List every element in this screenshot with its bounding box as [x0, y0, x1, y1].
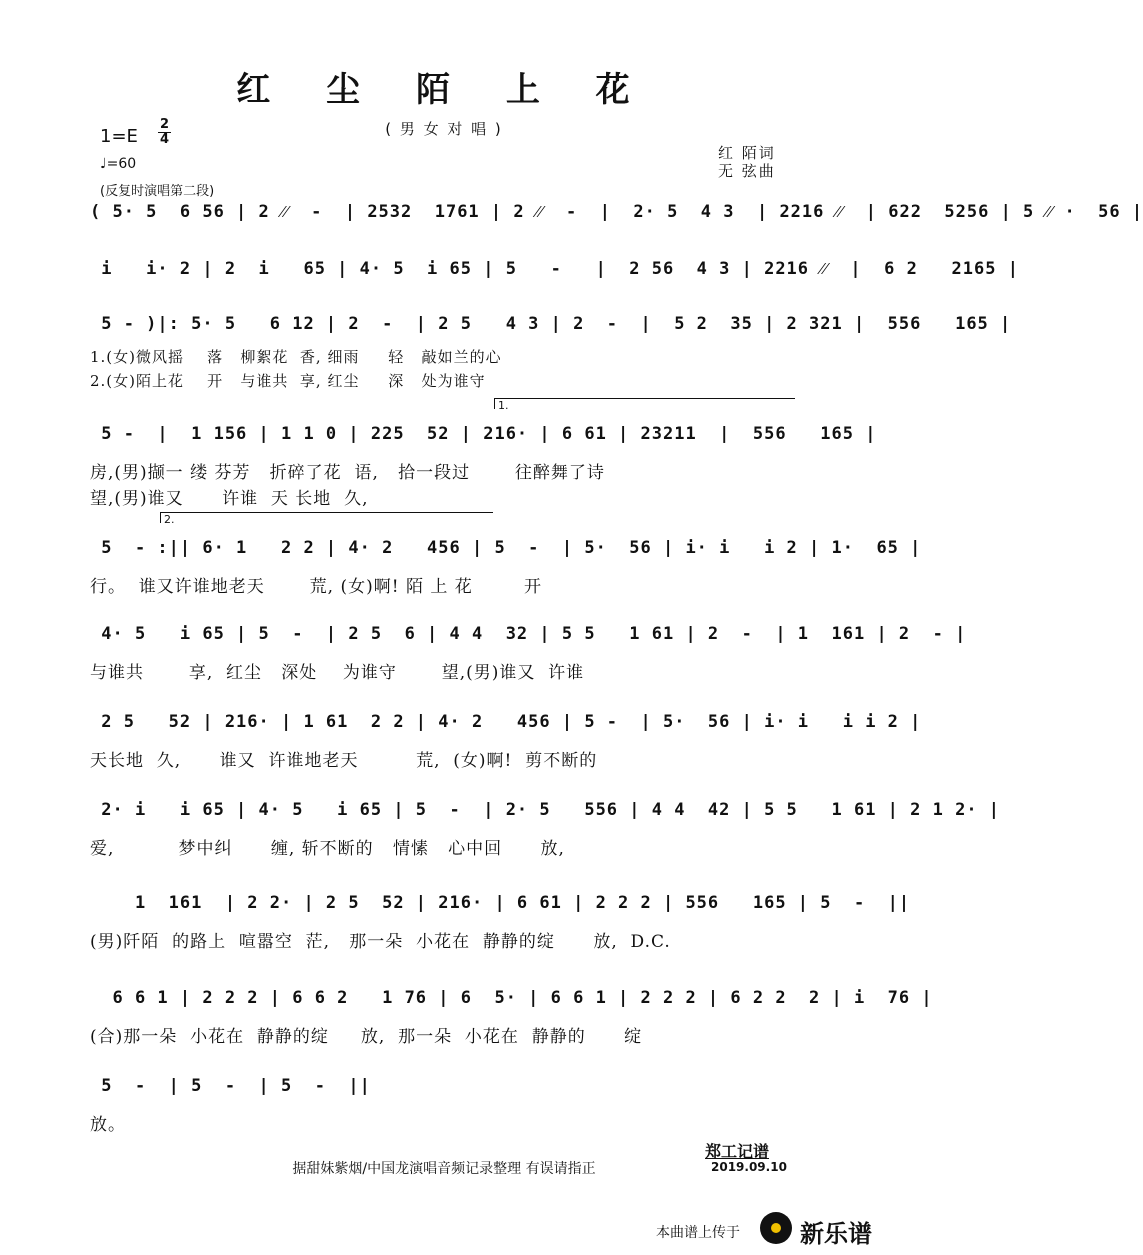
- key-signature: 1=E: [100, 126, 138, 147]
- volta-second-bracket: [160, 512, 493, 523]
- score-line-5: 5 - :|| 6· 1 2 2 | 4· 2 456 | 5 - | 5· 56 | i· i i 2 | 1· 65 |: [90, 538, 922, 558]
- volta-second-label: 2.: [164, 513, 175, 526]
- lyric-line-9: (男)阡陌 的路上 喧嚣空 茫, 那一朵 小花在 静静的绽 放, D.C.: [90, 932, 671, 952]
- upload-note: 本曲谱上传于: [656, 1225, 740, 1241]
- score-line-6: 4· 5 i 65 | 5 - | 2 5 6 | 4 4 32 | 5 5 1 61 | 2 - | 1 161 | 2 - |: [90, 624, 967, 644]
- lyric-line-6: 与谁共 享, 红尘 深处 为谁守 望,(男)谁又 许谁: [90, 663, 585, 683]
- volta-first-label: 1.: [498, 399, 509, 412]
- time-signature: [158, 118, 171, 147]
- lyric-line-5: 行。 谁又许谁地老天 荒, (女)啊! 陌 上 花 开: [90, 577, 542, 597]
- lyric-line-3a: 1.(女)微风摇 落 柳絮花 香, 细雨 轻 敲如兰的心: [90, 348, 502, 366]
- score-line-2: i i· 2 | 2 i 65 | 4· 5 i 65 | 5 - | 2 56 4 3 | 2216 ⁄⁄ | 6 2 2165 |: [90, 259, 1019, 279]
- lyric-line-11: 放。: [90, 1115, 126, 1135]
- tempo-marking: ♩=60: [100, 156, 137, 172]
- lyric-line-7: 天长地 久, 谁又 许谁地老天 荒, (女)啊! 剪不断的: [90, 751, 598, 771]
- score-line-8: 2· i i 65 | 4· 5 i 65 | 5 - | 2· 5 556 | 4 4 42 | 5 5 1 61 | 2 1 2· |: [90, 800, 1001, 820]
- site-logo-icon: [760, 1212, 792, 1244]
- score-line-7: 2 5 52 | 216· | 1 61 2 2 | 4· 2 456 | 5 - | 5· 56 | i· i i i 2 |: [90, 712, 922, 732]
- transcriber-brand: 郑工记谱: [705, 1142, 770, 1161]
- song-subtitle: ( 男 女 对 唱 ): [385, 120, 503, 138]
- site-name[interactable]: 新乐谱: [800, 1220, 872, 1248]
- transcription-date: 2019.09.10: [711, 1160, 787, 1174]
- repeat-note: (反复时演唱第二段): [100, 184, 215, 199]
- time-bottom: 4: [160, 132, 170, 147]
- volta-first-bracket: [494, 398, 795, 409]
- lyric-line-8: 爱, 梦中纠 缠, 斩不断的 情愫 心中回 放,: [90, 839, 565, 859]
- song-title: 红 尘 陌 上 花: [236, 70, 652, 110]
- composer-credit: 无 弦曲: [718, 162, 776, 180]
- lyric-line-3b: 2.(女)陌上花 开 与谁共 享, 红尘 深 处为谁守: [90, 372, 486, 390]
- score-line-1: ( 5· 5 6 56 | 2 ⁄⁄ - | 2532 1761 | 2 ⁄⁄ - | 2· 5 4 3 | 2216 ⁄⁄ | 622 5256 | 5 ⁄⁄ · 56 |: [90, 202, 1143, 222]
- source-note: 据甜妹紫烟/中国龙演唱音频记录整理 有误请指正: [292, 1161, 596, 1177]
- lyric-line-10: (合)那一朵 小花在 静静的绽 放, 那一朵 小花在 静静的 绽: [90, 1027, 643, 1047]
- score-line-4: 5 - | 1 156 | 1 1 0 | 225 52 | 216· | 6 61 | 23211 | 556 165 |: [90, 424, 877, 444]
- lyric-line-4b: 望,(男)谁又 许谁 天 长地 久,: [90, 489, 369, 509]
- lyricist-credit: 红 陌词: [718, 144, 776, 162]
- score-line-9: 1 161 | 2 2· | 2 5 52 | 216· | 6 61 | 2 2 2 | 556 165 | 5 - ||: [90, 893, 911, 913]
- score-line-11: 5 - | 5 - | 5 - ||: [90, 1076, 371, 1096]
- time-top: 2: [160, 117, 170, 132]
- lyric-line-4a: 房,(男)撷一 缕 芬芳 折碎了花 语, 拾一段过 往醉舞了诗: [90, 463, 605, 483]
- score-line-3: 5 - )|: 5· 5 6 12 | 2 - | 2 5 4 3 | 2 - | 5 2 35 | 2 321 | 556 165 |: [90, 314, 1012, 334]
- score-line-10: 6 6 1 | 2 2 2 | 6 6 2 1 76 | 6 5· | 6 6 1 | 2 2 2 | 6 2 2 2 | i 76 |: [90, 988, 933, 1008]
